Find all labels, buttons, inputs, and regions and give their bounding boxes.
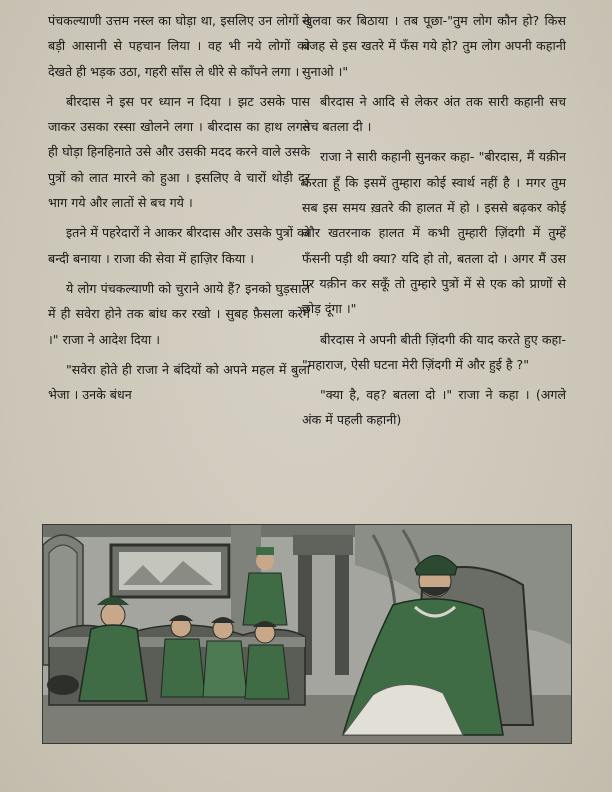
paragraph: "क्या है, वह? बतला दो ।" राजा ने कहा । (अगले अंक में पहली कहानी) [302,387,566,428]
paragraph: राजा ने सारी कहानी सुनकर कहा- "बीरदास, मैं यक़ीन करता हूँ कि इसमें तुम्हारा कोई स्वार्थ नहीं है । मगर तुम सब इस समय ख़तरे की हालत में हो । इससे बढ़कर कोई और खतरनाक हालत में कभी तुम्हारी ज़िंदगी में तुम्हें फँसनी पड़ी थी क्या? यदि हो तो, बतला दो । अगर मैं उस पर यक़ीन कर सकूँ तो तुम्हारे पुत्रों में से एक को प्राणों से छोड़ दूंगा ।" [302,149,566,317]
paragraph: बीरदास ने आदि से लेकर अंत तक सारी कहानी सच सच बतला दी । [302,93,566,135]
paragraph: ये लोग पंचकल्याणी को चुराने आये हैं? इनको घुड़साल में ही सवेरा होने तक बांध कर रखो । सुबह फ़ैसला करेंगे ।" राजा ने आदेश दिया । [48,280,310,347]
paragraph: खुलवा कर बिठाया । तब पूछा-"तुम लोग कौन हो? किस वजह से इस खतरे में फँस गये हो? तुम लोग अपनी कहानी सुनाओ ।" [302,13,566,79]
court-scene-illustration [42,524,572,744]
paragraph: पंचकल्याणी उत्तम नस्ल का घोड़ा था, इसलिए उन लोगों ने बड़ी आसानी से पहचान लिया । वह भी नये लोगों को देखते ही भड़क उठा, गहरी साँस ले धीरे से काँपने लगा । [48,13,310,79]
court-scene-drawing [43,525,571,743]
paragraph: बीरदास ने अपनी बीती ज़िंदगी की याद करते हुए कहा-"महाराज, ऐसी घटना मेरी ज़िंदगी में और हुई है ?" [302,331,566,372]
story-column-left [48,8,310,412]
paragraph: इतने में पहरेदारों ने आकर बीरदास और उसके पुत्रों को बन्दी बनाया । राजा की सेवा में हाज़िर किया । [48,225,310,266]
story-column-right [302,8,566,438]
paragraph: बीरदास ने इस पर ध्यान न दिया । झट उसके पास जाकर उसका रस्सा खोलने लगा । बीरदास का हाथ लगते ही घोड़ा हिनहिनाते उसे और उसकी मदद करने वाले उसके पुत्रों को लात मारने को हुआ । इसलिए वे चारों थोड़ी दूर भाग गये और लातों से बच गये । [48,93,310,211]
paragraph: "सवेरा होते ही राजा ने बंदियों को अपने महल में बुला भेजा । उनके बंधन [48,361,310,403]
